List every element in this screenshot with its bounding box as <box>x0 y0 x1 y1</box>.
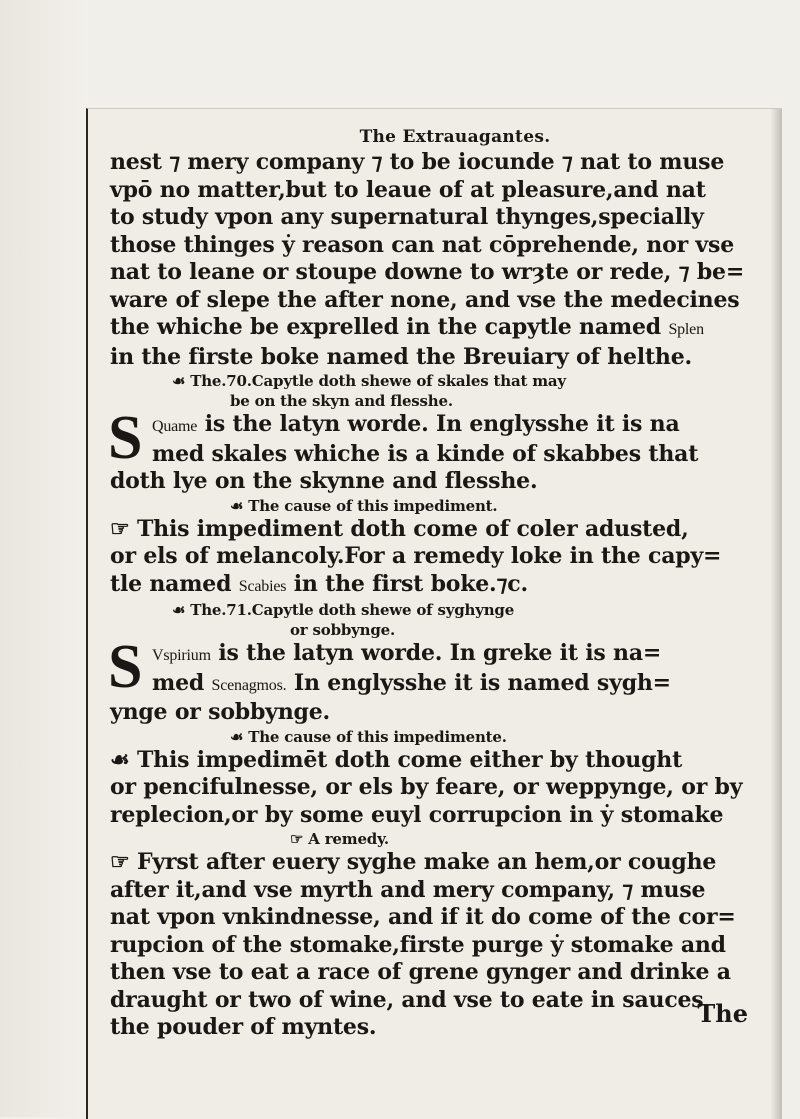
text-line: nest ⁊ mery company ⁊ to be iocunde ⁊ nat to muse <box>110 149 725 175</box>
latin-term: Quame <box>152 418 198 435</box>
chapter-70-heading: ☙ The.70.Capytle doth shewe of skales that may <box>172 372 566 390</box>
text-line: med skales whiche is a kinde of skabbes that <box>152 440 699 467</box>
chapter-70-heading-cont: be on the skyn and flesshe. <box>230 392 453 410</box>
drop-cap: S <box>108 633 143 701</box>
text-fragment: in the first boke.⁊c. <box>293 570 528 597</box>
opening-paragraph <box>110 149 760 371</box>
page-text <box>110 127 760 1042</box>
text-line: vpō no matter,but to leaue of at pleasure,and nat <box>110 176 706 203</box>
catchword: The <box>697 999 748 1028</box>
text-line: nat vpon vnkindnesse, and if it do come of the cor= <box>110 904 736 930</box>
text-line: nat to leane or stoupe downe to wrȝte or rede, ⁊ be= <box>110 259 745 285</box>
text-fragment: is the latyn worde. In greke it is na= <box>218 640 662 666</box>
text-line: draught or two of wine, and vse to eate in sauces <box>110 986 704 1013</box>
text-line <box>152 411 760 441</box>
remedy-heading: ☞ A remedy. <box>290 830 389 848</box>
latin-term: Scenagmos. <box>211 676 287 694</box>
text-line: ☞ This impediment doth come of coler adusted, <box>110 515 689 542</box>
text-line: after it,and vse myrth and mery company, ⁊ muse <box>110 876 706 903</box>
text-line: ☙ This impedimēt doth come either by thought <box>110 746 683 773</box>
text-line: the pouder of myntes. <box>110 1014 377 1040</box>
text-line: in the firste boke named the Breuiary of helthe. <box>110 343 692 370</box>
drop-cap: S <box>108 404 143 472</box>
text-fragment: is the latyn worde. In englysshe it is na <box>204 411 680 437</box>
text-line: or pencifulnesse, or els by feare, or weppynge, or by <box>110 774 743 800</box>
text-line: replecion,or by some euyl corrupcion in ẏ stomake <box>110 801 724 828</box>
chapter-71-heading-cont: or sobbynge. <box>290 621 396 639</box>
scan-margin <box>0 0 88 1117</box>
text-line: ynge or sobbynge. <box>110 699 330 725</box>
text-line <box>152 640 760 670</box>
chapter-70-paragraph <box>108 404 760 472</box>
text-line: then vse to eat a race of grene gynger and drinke a <box>110 959 731 985</box>
text-line: ☞ Fyrst after euery syghe make an hem,or coughe <box>110 849 717 875</box>
text-line: rupcion of the stomake,firste purge ẏ stomake and <box>110 931 726 958</box>
latin-term: Splen <box>668 321 704 338</box>
text-line <box>152 670 760 700</box>
text-fragment: med <box>152 669 205 696</box>
text-fragment: the whiche be exprelled in the capytle named <box>110 314 661 340</box>
text-fragment: tle named <box>110 570 232 597</box>
text-line: those thinges ẏ reason can nat cōprehende, nor vse <box>110 231 734 258</box>
text-line: ware of slepe the after none, and vse the medecines <box>110 286 740 313</box>
book-page <box>86 108 782 1119</box>
text-line: or els of melancoly.For a remedy loke in the capy= <box>110 543 722 569</box>
text-line: doth lye on the skynne and flesshe. <box>110 468 538 494</box>
cause-70-heading: ☙ The cause of this impediment. <box>230 496 498 515</box>
text-fragment: In englysshe it is named sygh= <box>293 669 671 696</box>
text-line <box>110 571 760 601</box>
latin-term: Vspirium <box>152 647 211 664</box>
running-head: The Extrauagantes. <box>359 127 551 147</box>
chapter-71-paragraph <box>108 633 760 701</box>
chapter-71-heading: ☙ The.71.Capytle doth shewe of syghynge <box>172 601 515 619</box>
cause-71-heading: ☙ The cause of this impedimente. <box>230 727 507 746</box>
text-line: to study vpon any supernatural thynges,specially <box>110 204 704 230</box>
text-line <box>110 314 760 344</box>
latin-term: Scabies <box>238 577 287 595</box>
